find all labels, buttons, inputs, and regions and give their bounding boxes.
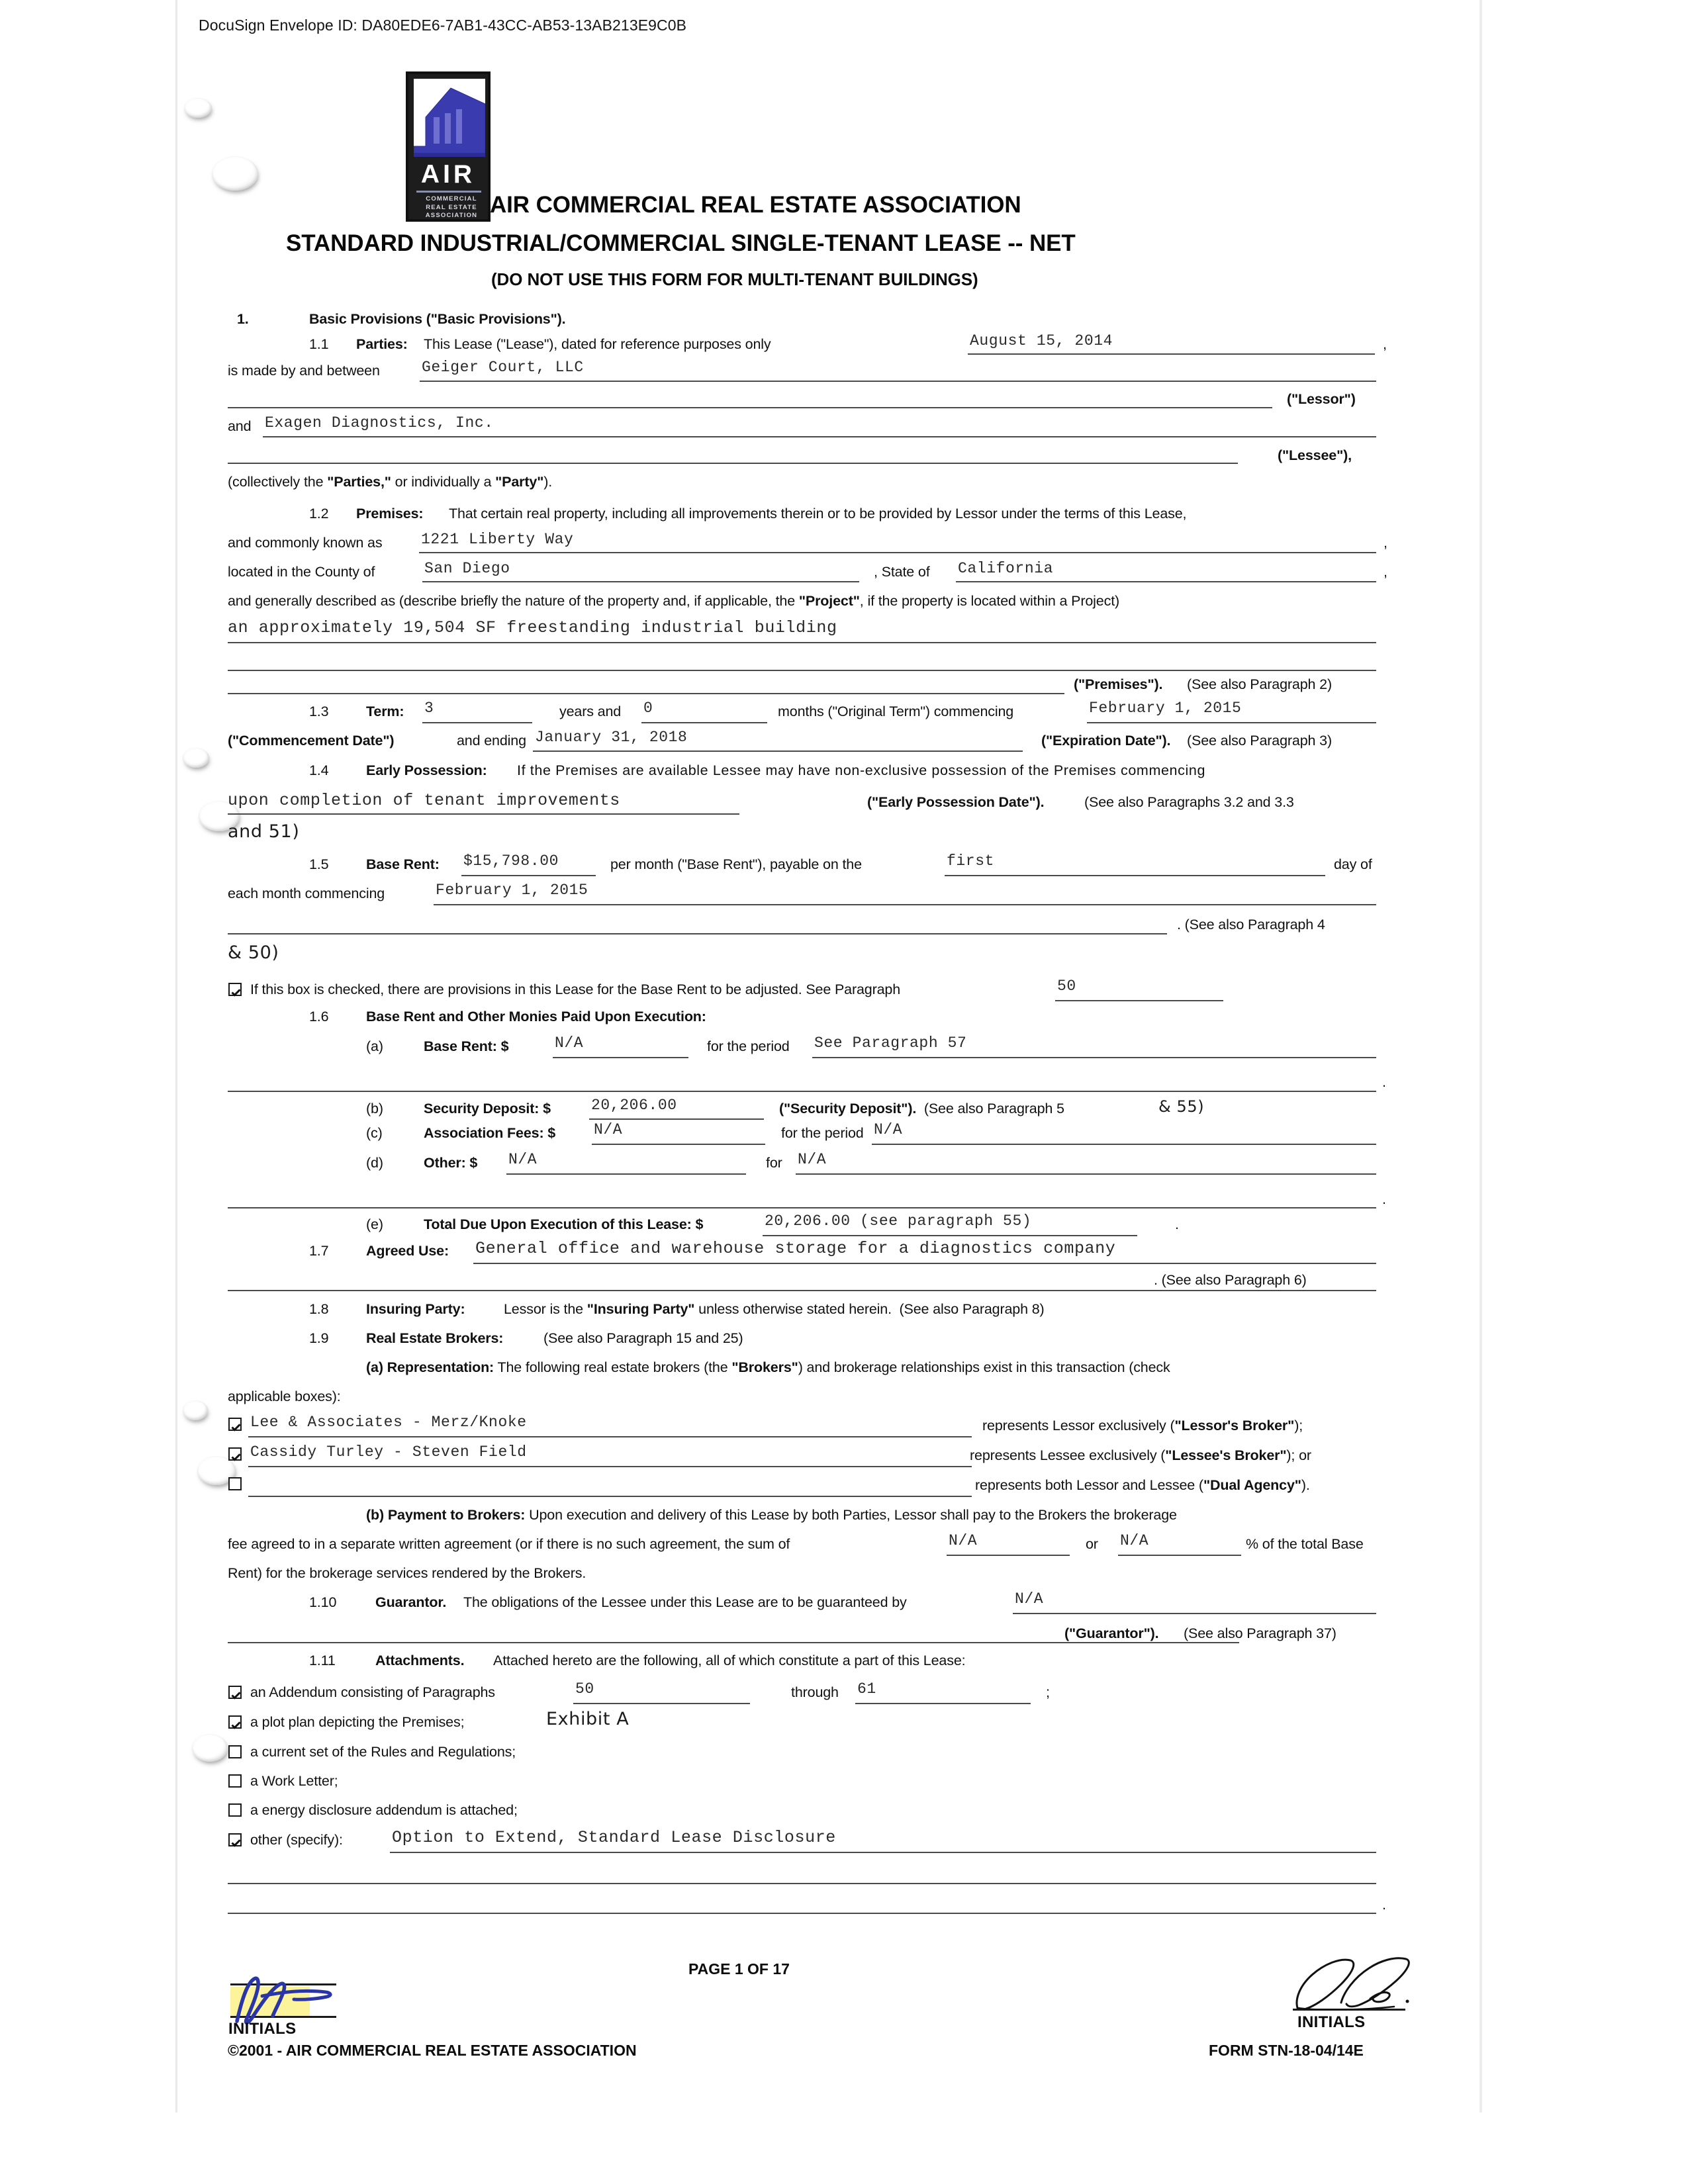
attachment-other-checkbox[interactable]: [228, 1833, 242, 1846]
header-title-line1: AIR COMMERCIAL REAL ESTATE ASSOCIATION: [490, 192, 1021, 218]
clause-1-6-c-label: Association Fees: $: [424, 1125, 556, 1141]
form-number: FORM STN-18-04/14E: [1209, 2042, 1364, 2059]
dual-agency-role-a: represents both Lessor and Lessee (: [975, 1477, 1203, 1493]
total-due-end: .: [1175, 1216, 1179, 1232]
attachment-addendum-checkbox[interactable]: [228, 1686, 242, 1699]
property-description-rule2: [228, 670, 1376, 671]
addendum-through-label: through: [791, 1684, 839, 1700]
base-rent-paragraph-ref: . (See also Paragraph 4: [1177, 917, 1325, 933]
clause-1-11-label: Attachments.: [375, 1653, 465, 1668]
total-due-value[interactable]: 20,206.00 (see paragraph 55): [765, 1212, 1032, 1230]
clause-1-6-d-marker: (d): [366, 1155, 383, 1171]
collectively-end: ).: [543, 474, 553, 490]
lessee-overflow-rule: [228, 463, 1238, 464]
term-years-value[interactable]: 3: [424, 700, 434, 717]
section-1-number: 1.: [237, 311, 249, 327]
payment-to-brokers-label: (b) Payment to Brokers:: [366, 1507, 526, 1523]
lessee-broker-role-a: represents Lessee exclusively (: [970, 1447, 1166, 1463]
header-title-line2: STANDARD INDUSTRIAL/COMMERCIAL SINGLE-TENANT LEASE -- NET: [286, 230, 1076, 256]
addendum-from-rule: [573, 1703, 750, 1704]
desc-prompt-a: and generally described as (describe briefly the nature of the property and, if applicable, the: [228, 593, 799, 609]
addendum-to-value[interactable]: 61: [857, 1680, 876, 1698]
clause-1-11-number: 1.11: [309, 1653, 336, 1668]
day-of-label: day of: [1334, 856, 1372, 872]
clause-1-1-text: This Lease ("Lease"), dated for reference purposes only: [424, 336, 771, 352]
county-rule: [422, 581, 859, 582]
insuring-party-text-a: Lessor is the: [504, 1301, 587, 1317]
docusign-envelope-id: DocuSign Envelope ID: DA80EDE6-7AB1-43CC-AB53-13AB213E9C0B: [199, 17, 687, 34]
dual-agency-role: [975, 1477, 1310, 1494]
clause-1-1-label: Parties:: [356, 336, 408, 352]
representation-text-c: ) and brokerage relationships exist in this transaction (check: [798, 1359, 1170, 1375]
lessor-broker-role-a: represents Lessor exclusively (: [982, 1418, 1175, 1433]
base-rent-per-month-label: per month ("Base Rent"), payable on the: [610, 856, 862, 872]
guarantor-value[interactable]: N/A: [1015, 1590, 1044, 1608]
expiration-paragraph-ref: (See also Paragraph 3): [1187, 733, 1332, 749]
broker-fee-pct-label: % of the total Base: [1246, 1536, 1364, 1552]
rent-commencement-value[interactable]: February 1, 2015: [436, 882, 588, 899]
premises-address-value[interactable]: 1221 Liberty Way: [421, 531, 574, 548]
logo-subtitle: [415, 195, 488, 220]
lessee-broker-role-c: ); or: [1286, 1447, 1311, 1463]
clause-1-5-number: 1.5: [309, 856, 329, 872]
other-monies-overflow-rule: [228, 1207, 1376, 1208]
lessor-name-rule: [420, 381, 1376, 382]
clause-1-8-text: [504, 1301, 1045, 1318]
base-rent-adjust-text: If this box is checked, there are provisions in this Lease for the Base Rent to be adjusted. See Paragraph: [250, 981, 901, 997]
attachment-overflow-rule-1: [228, 1883, 1376, 1884]
base-rent-overflow-rule: [228, 933, 1167, 934]
property-description-rule3: [228, 693, 1064, 694]
clause-1-6-a-marker: (a): [366, 1038, 383, 1054]
clause-1-8-number: 1.8: [309, 1301, 329, 1317]
rent-due-day-rule: [945, 875, 1325, 876]
association-fees-value[interactable]: N/A: [594, 1121, 623, 1138]
clause-1-3-label: Term:: [366, 704, 404, 719]
base-rent-adjust-checkbox[interactable]: [228, 983, 242, 996]
commencement-date-value[interactable]: February 1, 2015: [1089, 700, 1242, 717]
attachment-rules-checkbox[interactable]: [228, 1745, 242, 1758]
premises-address-rule: [419, 552, 1376, 553]
clause-1-2-number: 1.2: [309, 506, 329, 522]
security-deposit-value[interactable]: 20,206.00: [591, 1097, 677, 1114]
representation-label: (a) Representation:: [366, 1359, 494, 1375]
broker-fee-sum-value[interactable]: N/A: [949, 1532, 978, 1549]
payment-to-brokers-text1: Upon execution and delivery of this Lease by both Parties, Lessor shall pay to the Brokers the brokerage: [529, 1507, 1177, 1523]
logo-subtitle-line3: ASSOCIATION: [425, 212, 478, 219]
lessor-broker-name[interactable]: Lee & Associates - Merz/Knoke: [250, 1414, 527, 1431]
section-1-title: Basic Provisions ("Basic Provisions").: [309, 311, 566, 327]
lessor-overflow-rule: [228, 407, 1272, 408]
early-possession-ref: (See also Paragraphs 3.2 and 3.3: [1084, 794, 1294, 810]
clause-1-6-c-marker: (c): [366, 1125, 383, 1141]
state-comma: ,: [1383, 564, 1387, 580]
association-fees-period-value[interactable]: N/A: [874, 1121, 903, 1138]
and-label: and: [228, 418, 252, 434]
scan-edge-bottom: [0, 2113, 1688, 2184]
attachment-plot-plan-label: a plot plan depicting the Premises;: [250, 1714, 465, 1730]
broker-fee-pct-value[interactable]: N/A: [1120, 1532, 1149, 1549]
air-logo: [406, 71, 491, 222]
lease-date-value[interactable]: August 15, 2014: [970, 332, 1113, 349]
applicable-boxes-label: applicable boxes):: [228, 1388, 341, 1404]
clause-1-6-number: 1.6: [309, 1009, 329, 1024]
early-possession-handwritten-ref: and 51): [228, 821, 300, 842]
lessees-broker-term: "Lessee's Broker": [1165, 1447, 1287, 1463]
property-description-rule: [228, 642, 1376, 643]
clause-1-4-number: 1.4: [309, 762, 329, 778]
desc-prompt-c: , if the property is located within a Project): [859, 593, 1120, 609]
state-rule: [956, 581, 1376, 582]
attachment-plot-plan-checkbox[interactable]: [228, 1715, 242, 1729]
building-icon: [414, 87, 485, 157]
attachment-energy-disclosure-checkbox[interactable]: [228, 1803, 242, 1817]
plot-plan-exhibit-handwritten: Exhibit A: [546, 1709, 630, 1729]
lessee-name-rule: [263, 436, 1376, 437]
lessor-broker-rule: [248, 1436, 972, 1437]
total-due-rule: [763, 1235, 1137, 1236]
agreed-use-value[interactable]: General office and warehouse storage for a diagnostics company: [475, 1239, 1116, 1258]
term-months-rule: [641, 722, 767, 723]
term-years-label: years and: [559, 704, 622, 719]
exec-base-rent-value[interactable]: N/A: [555, 1034, 584, 1052]
lessee-broker-checkbox[interactable]: [228, 1447, 242, 1461]
exec-base-rent-period-end: .: [1382, 1074, 1386, 1090]
agreed-use-overflow-rule: [228, 1290, 1376, 1291]
lease-date-rule: [968, 353, 1375, 355]
base-rent-adjust-paragraph-value[interactable]: 50: [1057, 978, 1076, 995]
exec-base-rent-overflow-rule: [228, 1091, 1376, 1092]
broker-fee-sum-rule: [947, 1555, 1070, 1556]
representation-text: [366, 1359, 1170, 1376]
scan-edge-left: [175, 0, 177, 2184]
scan-left-margin: [0, 0, 176, 2184]
logo-subtitle-line1: COMMERCIAL: [426, 195, 477, 203]
exec-base-rent-period-value[interactable]: See Paragraph 57: [814, 1034, 967, 1052]
hole-punch-artifact: [183, 1400, 208, 1420]
county-value[interactable]: San Diego: [424, 560, 510, 577]
insuring-party-text-c: unless otherwise stated herein. (See also Paragraph 8): [694, 1301, 1045, 1317]
base-rent-adjust-rule: [1055, 1000, 1223, 1001]
payment-to-brokers-line1: [366, 1507, 1177, 1524]
other-monies-for-rule: [796, 1173, 1376, 1175]
payment-to-brokers-text4: Rent) for the brokerage services rendered by the Brokers.: [228, 1565, 586, 1581]
exec-base-rent-period-label: for the period: [707, 1038, 790, 1054]
initials-label-right: INITIALS: [1297, 2013, 1366, 2031]
other-monies-for-value[interactable]: N/A: [798, 1151, 827, 1168]
clause-1-9-label: Real Estate Brokers:: [366, 1330, 504, 1346]
made-between-label: is made by and between: [228, 363, 380, 379]
collectively-mid: or individually a: [391, 474, 496, 490]
representation-text-a: The following real estate brokers (the: [497, 1359, 732, 1375]
base-rent-amount-value[interactable]: $15,798.00: [463, 852, 559, 870]
clause-1-6-e-label: Total Due Upon Execution of this Lease: $: [424, 1216, 704, 1232]
other-monies-value[interactable]: N/A: [508, 1151, 538, 1168]
clause-1-6-d-label: Other: $: [424, 1155, 478, 1171]
clause-1-1-comma: ,: [1383, 336, 1387, 352]
clause-1-3-number: 1.3: [309, 704, 329, 719]
expiration-date-value[interactable]: January 31, 2018: [535, 729, 688, 746]
clause-1-2-label: Premises:: [356, 506, 424, 522]
early-possession-rule: [228, 813, 739, 815]
state-label: , State of: [874, 564, 930, 580]
dual-agency-term: "Dual Agency": [1203, 1477, 1301, 1493]
attachment-addendum-label: an Addendum consisting of Paragraphs: [250, 1684, 495, 1700]
commonly-known-label: and commonly known as: [228, 535, 383, 551]
other-monies-end: .: [1382, 1191, 1386, 1207]
early-possession-value[interactable]: upon completion of tenant improvements: [228, 791, 620, 810]
project-term: "Project": [798, 593, 860, 609]
payment-to-brokers-text2: fee agreed to in a separate written agreement (or if there is no such agreement, the sum of: [228, 1536, 790, 1552]
clause-1-5-label: Base Rent:: [366, 856, 440, 872]
lessee-broker-name[interactable]: Cassidy Turley - Steven Field: [250, 1443, 527, 1461]
each-month-label: each month commencing: [228, 886, 385, 901]
clause-1-2-text1: That certain real property, including all improvements therein or to be provided by Lessor under the terms of this Lease,: [449, 506, 1187, 522]
party-term: "Party": [495, 474, 544, 490]
base-rent-handwritten-ref: & 50): [228, 942, 279, 963]
guarantor-tag: ("Guarantor").: [1064, 1625, 1159, 1641]
attachment-overflow-rule-2: [228, 1913, 1376, 1914]
hole-punch-artifact: [183, 748, 209, 768]
clause-1-6-b-label: Security Deposit: $: [424, 1101, 551, 1116]
dual-agency-role-c: ).: [1301, 1477, 1310, 1493]
page-number-label: PAGE 1 OF 17: [688, 1960, 790, 1978]
lessor-broker-role: [982, 1418, 1303, 1434]
scan-edge-right: [1479, 0, 1482, 2184]
clause-1-6-e-marker: (e): [366, 1216, 383, 1232]
attachment-work-letter-checkbox[interactable]: [228, 1774, 242, 1788]
hole-punch-artifact: [192, 1734, 228, 1762]
lessor-broker-checkbox[interactable]: [228, 1418, 242, 1431]
guarantor-rule: [1013, 1613, 1376, 1614]
clause-1-11-text: Attached hereto are the following, all of which constitute a part of this Lease:: [493, 1653, 966, 1668]
commencement-date-tag: ("Commencement Date"): [228, 733, 395, 749]
addendum-to-rule: [855, 1703, 1031, 1704]
attachment-work-letter-label: a Work Letter;: [250, 1773, 338, 1789]
logo-divider: [416, 191, 481, 193]
logo-subtitle-line2: REAL ESTATE: [426, 203, 477, 211]
clause-1-6-b-marker: (b): [366, 1101, 383, 1116]
addendum-from-value[interactable]: 50: [575, 1680, 594, 1698]
lessors-broker-term: "Lessor's Broker": [1174, 1418, 1295, 1433]
base-rent-amount-rule: [461, 875, 596, 876]
association-fees-period-label: for the period: [781, 1125, 864, 1141]
association-fees-rule: [592, 1144, 765, 1145]
association-fees-period-rule: [872, 1144, 1376, 1145]
term-months-value[interactable]: 0: [643, 700, 653, 717]
broker-fee-pct-rule: [1118, 1555, 1241, 1556]
term-years-rule: [422, 722, 532, 723]
county-label: located in the County of: [228, 564, 375, 580]
clause-1-8-label: Insuring Party:: [366, 1301, 465, 1317]
clause-1-4-label: Early Possession:: [366, 762, 487, 778]
clause-1-7-number: 1.7: [309, 1243, 329, 1259]
clause-1-10-label: Guarantor.: [375, 1594, 447, 1610]
insuring-party-term: "Insuring Party": [586, 1301, 695, 1317]
clause-1-6-a-label: Base Rent: $: [424, 1038, 509, 1054]
premises-tag: ("Premises").: [1074, 676, 1163, 692]
attachment-other-value[interactable]: Option to Extend, Standard Lease Disclosure: [392, 1828, 836, 1847]
attachment-other-rule: [390, 1852, 1376, 1853]
lessor-tag: ("Lessor"): [1287, 391, 1356, 407]
clause-1-6-label: Base Rent and Other Monies Paid Upon Execution:: [366, 1009, 706, 1024]
commencement-date-rule: [1087, 722, 1376, 723]
clause-1-9-text: (See also Paragraph 15 and 25): [543, 1330, 743, 1346]
hole-punch-artifact: [184, 98, 212, 118]
clause-1-7-label: Agreed Use:: [366, 1243, 449, 1259]
clause-1-4-text: If the Premises are available Lessee may have non-exclusive possession of the Premises commencing: [517, 762, 1206, 778]
lessor-broker-role-c: );: [1294, 1418, 1303, 1433]
attachment-other-label: other (specify):: [250, 1832, 343, 1848]
clause-1-10-text: The obligations of the Lessee under this Lease are to be guaranteed by: [463, 1594, 907, 1610]
logo-building-plate: [414, 79, 485, 157]
copyright-notice: ©2001 - AIR COMMERCIAL REAL ESTATE ASSOCIATION: [228, 2042, 637, 2059]
clause-1-9-number: 1.9: [309, 1330, 329, 1346]
security-deposit-tag: ("Security Deposit"). (See also Paragraph 5: [779, 1101, 1064, 1116]
premises-paragraph-ref: (See also Paragraph 2): [1187, 676, 1332, 692]
lessee-tag: ("Lessee"),: [1278, 447, 1352, 463]
header-subtitle: (DO NOT USE THIS FORM FOR MULTI-TENANT BUILDINGS): [491, 269, 978, 289]
expiration-date-rule: [533, 751, 1023, 752]
security-deposit-handwritten-ref: & 55): [1158, 1097, 1205, 1116]
other-monies-for-label: for: [766, 1155, 782, 1171]
initials-label-left: INITIALS: [228, 2020, 297, 2038]
lessor-name-value[interactable]: Geiger Court, LLC: [422, 359, 584, 376]
early-possession-tag: ("Early Possession Date").: [867, 794, 1045, 810]
state-value[interactable]: California: [958, 560, 1054, 577]
term-months-label: months ("Original Term") commencing: [778, 704, 1014, 719]
brokers-term: "Brokers": [731, 1359, 798, 1375]
other-monies-rule: [506, 1173, 746, 1175]
hole-punch-artifact: [212, 156, 258, 191]
lessee-broker-rule: [248, 1466, 972, 1467]
exec-base-rent-period-rule: [812, 1057, 1376, 1058]
rent-commencement-rule: [434, 904, 1376, 905]
property-description-prompt: [228, 593, 1119, 610]
attachment-rules-label: a current set of the Rules and Regulations;: [250, 1744, 516, 1760]
clause-1-1-number: 1.1: [309, 336, 329, 352]
broker-fee-or-label: or: [1086, 1536, 1098, 1552]
lessee-initials-signature[interactable]: [1278, 1952, 1430, 2019]
property-description-value[interactable]: an approximately 19,504 SF freestanding industrial building: [228, 618, 837, 637]
scan-right-margin: [1482, 0, 1688, 2184]
security-deposit-rule: [589, 1118, 764, 1120]
ending-label: and ending: [457, 733, 526, 749]
rent-due-day-value[interactable]: first: [947, 852, 995, 870]
expiration-date-tag: ("Expiration Date").: [1041, 733, 1171, 749]
guarantor-paragraph-ref: (See also Paragraph 37): [1184, 1625, 1336, 1641]
collectively-prefix: (collectively the: [228, 474, 328, 490]
dual-agency-checkbox[interactable]: [228, 1477, 242, 1490]
agreed-use-paragraph-ref: . (See also Paragraph 6): [1154, 1272, 1307, 1288]
parties-term: "Parties,": [327, 474, 391, 490]
lessee-broker-role: [970, 1447, 1311, 1464]
guarantor-overflow-rule: [228, 1642, 1239, 1643]
exec-base-rent-rule: [553, 1057, 688, 1058]
clause-1-10-number: 1.10: [309, 1594, 337, 1610]
attachment-overflow-period: .: [1382, 1897, 1386, 1913]
premises-address-comma: ,: [1383, 535, 1387, 551]
attachment-energy-disclosure-label: a energy disclosure addendum is attached;: [250, 1802, 518, 1818]
collectively-text: [228, 474, 552, 490]
dual-agency-rule: [248, 1496, 972, 1497]
agreed-use-rule: [473, 1263, 1376, 1264]
lessee-name-value[interactable]: Exagen Diagnostics, Inc.: [265, 414, 494, 432]
security-deposit-term: ("Security Deposit").: [779, 1101, 917, 1116]
logo-wordmark: AIR: [420, 160, 476, 189]
addendum-semicolon: ;: [1046, 1684, 1050, 1700]
